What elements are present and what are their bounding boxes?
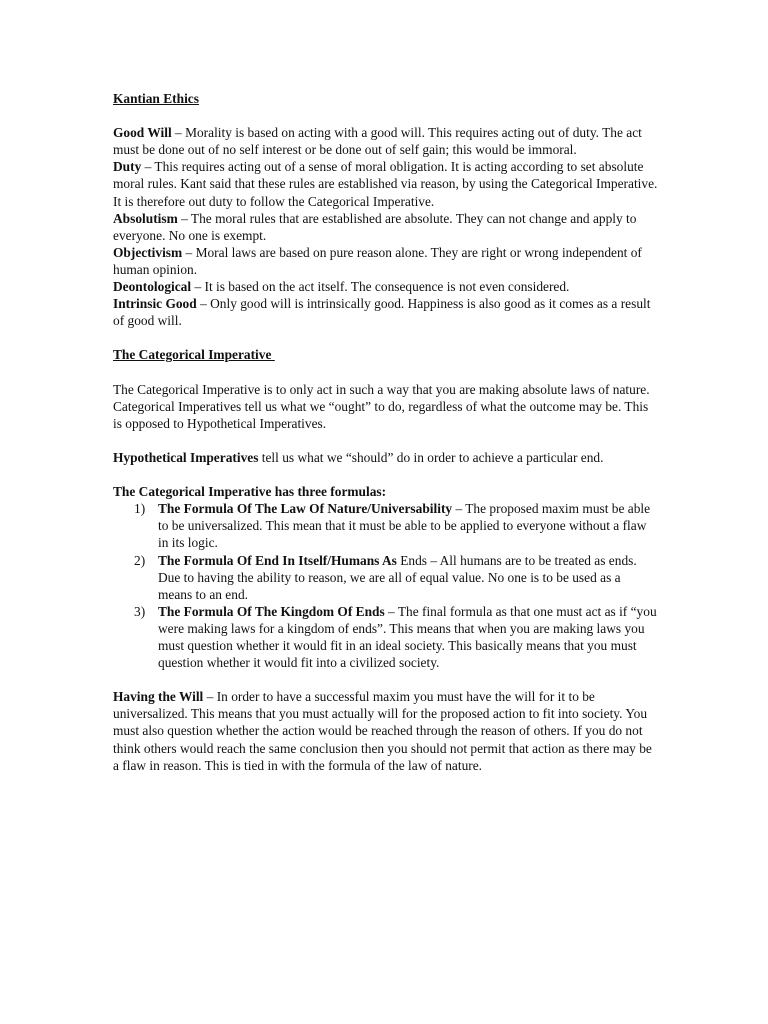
section-heading-categorical-imperative: The Categorical Imperative xyxy=(113,347,275,363)
formula-text: – The proposed maxim must be able to be universalized. This mean that it must be able to be applied to everyone without a flaw in its logic. xyxy=(158,501,651,551)
formulas-heading: The Categorical Imperative has three formulas: xyxy=(113,484,387,500)
document-title: Kantian Ethics xyxy=(113,91,199,106)
list-item xyxy=(113,500,658,551)
having-the-will-paragraph xyxy=(113,688,658,773)
definition-intrinsic-good xyxy=(113,295,658,329)
formula-text: – The final formula as that one must act as if “you were making laws for a kingdom of ends”. This means that when you are making laws you must question whether it would fit in an ideal society. This basically means that you must question whether it would fit into a civilized society. xyxy=(158,603,657,671)
list-item xyxy=(113,552,658,603)
hypothetical-text: tell us what we “should” do in order to achieve a particular end. xyxy=(258,449,604,465)
formula-term: The Formula Of The Law Of Nature/Universability xyxy=(158,501,453,517)
list-number: 2) xyxy=(134,552,146,568)
definition-deontological xyxy=(113,278,658,295)
formula-term: The Formula Of End In Itself/Humans As xyxy=(158,552,397,568)
formula-term: The Formula Of The Kingdom Of Ends xyxy=(158,603,385,619)
definition-term: Duty xyxy=(113,159,142,175)
definition-text: – This requires acting out of a sense of moral obligation. It is acting according to set absolute moral rules. Kant said that these rules are established via reason, by using the Categorical Imperative. It is therefore out duty to follow the Categorical Imperative. xyxy=(113,159,658,209)
hypothetical-imperatives-paragraph xyxy=(113,449,658,466)
list-number: 1) xyxy=(134,501,146,517)
categorical-imperative-intro: The Categorical Imperative is to only act in such a way that you are making absolute laws of nature. Categorical Imperatives tell us what we “ought” to do, regardless of what the outcome may be. This is opposed to Hypothetical Imperatives. xyxy=(113,381,650,431)
formulas-list xyxy=(113,500,658,671)
definition-text: – Morality is based on acting with a good will. This requires acting out of duty. The act must be done out of no self interest or be done out of self gain; this would be immoral. xyxy=(113,125,642,158)
definition-duty xyxy=(113,158,658,209)
definition-good-will xyxy=(113,124,658,158)
definition-absolutism xyxy=(113,210,658,244)
definitions-list xyxy=(113,124,658,329)
definition-term: Intrinsic Good xyxy=(113,296,197,312)
definition-text: – The moral rules that are established are absolute. They can not change and apply to everyone. No one is exempt. xyxy=(113,210,637,243)
definition-term: Objectivism xyxy=(113,244,183,260)
definition-term: Good Will xyxy=(113,125,172,141)
list-item xyxy=(113,603,658,671)
definition-text: – Moral laws are based on pure reason alone. They are right or wrong independent of human opinion. xyxy=(113,244,642,277)
definition-term: Absolutism xyxy=(113,210,178,226)
definition-text: – It is based on the act itself. The consequence is not even considered. xyxy=(191,279,570,295)
definition-objectivism xyxy=(113,244,658,278)
document-body xyxy=(113,90,658,774)
list-number: 3) xyxy=(134,603,146,619)
definition-text: – Only good will is intrinsically good. Happiness is also good as it comes as a result of good will. xyxy=(113,296,651,329)
formula-text: Ends – All humans are to be treated as ends. Due to having the ability to reason, we are all of equal value. No one is to be used as a means to an end. xyxy=(158,552,637,602)
having-will-term: Having the Will xyxy=(113,689,204,705)
hypothetical-term: Hypothetical Imperatives xyxy=(113,449,259,465)
having-will-text: – In order to have a successful maxim you must have the will for it to be universalized. This means that you must actually will for the proposed action to fit into society. You must also question whether the action would be reached through the reason of others. If you do not think others would reach the same conclusion then you should not permit that action as there may be a flaw in reason. This is tied in with the formula of the law of nature. xyxy=(113,689,652,773)
definition-term: Deontological xyxy=(113,279,192,295)
